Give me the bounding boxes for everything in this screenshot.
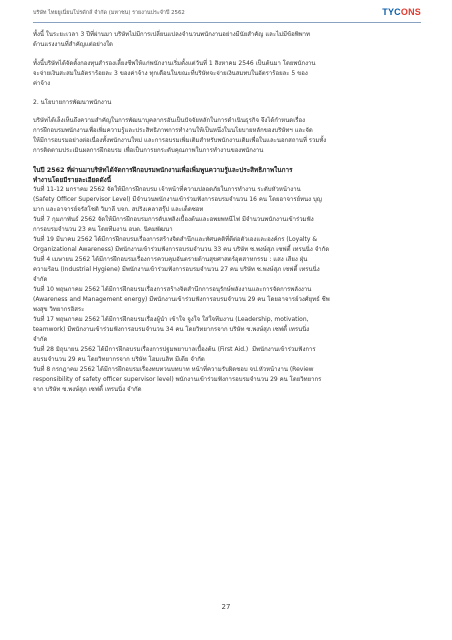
training-list	[33, 185, 421, 395]
training-item: วันที่ 7 กุมภาพันธ์ 2562 จัดให้มีการฝึกอบรมการดับเพลิงเบื้องต้นและอพยพหนีไฟ มีจำนวนพนักงานเข้าร่วมฟัง การอบรมจำนวน 23 คน โดยทีมงาน อบต. นิคมพัฒนา	[33, 216, 314, 233]
page-number: 27	[221, 603, 231, 611]
training-item: วันที่ 11-12 มกราคม 2562 จัดให้มีการฝึกอบรม เจ้าหน้าที่ความปลอดภัยในการทำงาน ระดับหัวหน้างาน (Safety Officer Supervisor Level) มีจำนวนพนักงานเข้าร่วมฟังการอบรมจำนวน 16 คน โดยอาจารย์ทนง บุญ มาก และอาจารย์จรัสโชติ วิมาลี บจก. สปริงเคลาสรุ๊ป และเด็ดซอท	[33, 186, 322, 213]
page-header	[33, 7, 421, 21]
training-heading: ในปี 2562 ที่ผ่านมาบริษัทได้จัดการฝึกอบรมพนักงานเพื่อเพิ่มพูนความรู้และประสิทธิภาพในการ ทำงานโดยมีรายละเอียดดังนี้	[33, 166, 293, 184]
training-item: วันที่ 8 กรกฎาคม 2562 ได้มีการฝึกอบรมเรื่องทบทวนบทบาท หน้าที่ความรับผิดชอบ จป.หัวหน้างาน (Review responsibility of safety officer supervisor level) พนักงานเข้าร่วมฟังการอบรมจำนวน 29 คน โดยวิทยากร จาก บริษัท ซ.พงษ์สุภ เซฟตี้ เทรนนิ่ง จำกัด	[33, 366, 322, 393]
logo-accent-text: ONS	[400, 7, 421, 17]
section-heading: 2. นโยบายการพัฒนาพนักงาน	[33, 99, 112, 106]
training-item: วันที่ 4 เมษายน 2562 ได้มีการฝึกอบรมเรื่องการควบคุมอันตรายด้านสุขศาสตร์อุตสาหกรรม : แสง เสียง ฝุ่น ความร้อน (Industrial Hygiene) มีพนักงานเข้าร่วมฟังการอบรมจำนวน 27 คน บริษัท ซ.พงษ์สุภ เซฟตี้ เทรนนิ่ง จำกัด	[33, 256, 320, 283]
paragraph-labor: ทั้งนี้ ในระยะเวลา 3 ปีที่ผ่านมา บริษัทไม่มีการเปลี่ยนแปลงจำนวนพนักงานอย่างมีนัยสำคัญ และไม่มีข้อพิพาท ด้านแรงงานที่สำคัญแต่อย่างใด	[33, 31, 310, 48]
logo-main-text: TYC	[382, 7, 401, 17]
company-logo	[382, 7, 421, 17]
document-body	[33, 30, 421, 395]
header-company-text: บริษัท ไทยยูเนี่ยนโปรดักส์ จำกัด (มหาชน) รายงานประจำปี 2562	[33, 10, 185, 16]
training-item: วันที่ 10 พฤษภาคม 2562 ได้มีการฝึกอบรมเรื่องการสร้างจิตสำนึกการอนุรักษ์พลังงานและการจัดการพลังงาน (Awareness and Management energy) มีพนักงานเข้าร่วมฟังการอบรมจำนวน 29 คน โดยอาจารย์วงศ์ยุทธ์ ชีพ พงสุข วิทยากรอิสระ	[33, 286, 330, 313]
header-divider	[33, 22, 421, 23]
training-item: วันที่ 28 มิถุนายน 2562 ได้มีการฝึกอบรมเรื่องการปฐมพยาบาลเบื้องต้น (First Aid.) มีพนักงานเข้าร่วมฟังการ อบรมจำนวน 29 คน โดยวิทยากรจาก บริษัท โฮมเนลิท มีเดีย จำกัด	[33, 346, 316, 363]
training-item: วันที่ 17 พฤษภาคม 2562 ได้มีการฝึกอบรมเรื่องผู้นำ เข้าใจ จูงใจ ใส่ใจทีมงาน (Leadership, motivation, teamwork) มีพนักงานเข้าร่วมฟังการอบรมจำนวน 34 คน โดยวิทยากรจาก บริษัท ซ.พงษ์สุภ เซฟตี้ เทรนนิ่ง จำกัด	[33, 316, 310, 343]
section-body: บริษัทได้เล็งเห็นถึงความสำคัญในการพัฒนาบุคลากรอันเป็นปัจจัยหลักในการดำเนินธุรกิจ จึงได้กำหนดเรื่อง การฝึกอบรมพนักงานเพื่อเพิ่มความรู้และประสิทธิภาพการทำงานให้เป็นหนึ่งในนโยบายหลักของบริษัทฯ และจัด ให้มีการอบรมอย่างต่อเนื่องทั้งพนักงานใหม่ และการอบรมเพิ่มเติมสำหรับพนักงานเดิมเพื่อในและนอกสถานที่ รวมทั้ง การติดตามประเมินผลการฝึกอบรม เพื่อเป็นการยกระดับคุณภาพในการทำงานของพนักงาน	[33, 117, 327, 154]
paragraph-provident-fund: ทั้งนี้บริษัทได้จัดตั้งกองทุนสำรองเลี้ยงชีพให้แก่พนักงานเริ่มตั้งแต่วันที่ 1 สิงหาคม 2546 เป็นต้นมา โดยพนักงาน จะจ่ายเงินสะสมในอัตราร้อยละ 3 ของค่าจ้าง ทุกเดือนในขณะที่บริษัทจะจ่ายเงินสมทบในอัตราร้อยละ 5 ของ ค่าจ้าง	[33, 60, 316, 87]
training-item: วันที่ 19 มีนาคม 2562 ได้มีการฝึกอบรมเรื่องการสร้างจิตสำนึกและทัศนคติที่ดีต่อตัวเองและองค์กร (Loyalty & Organizational Awareness) มีพนักงานเข้าร่วมฟังการอบรมจำนวน 33 คน บริษัท ซ.พงษ์สุภ เซฟตี้ เทรนนิ่ง จำกัด	[33, 236, 330, 253]
